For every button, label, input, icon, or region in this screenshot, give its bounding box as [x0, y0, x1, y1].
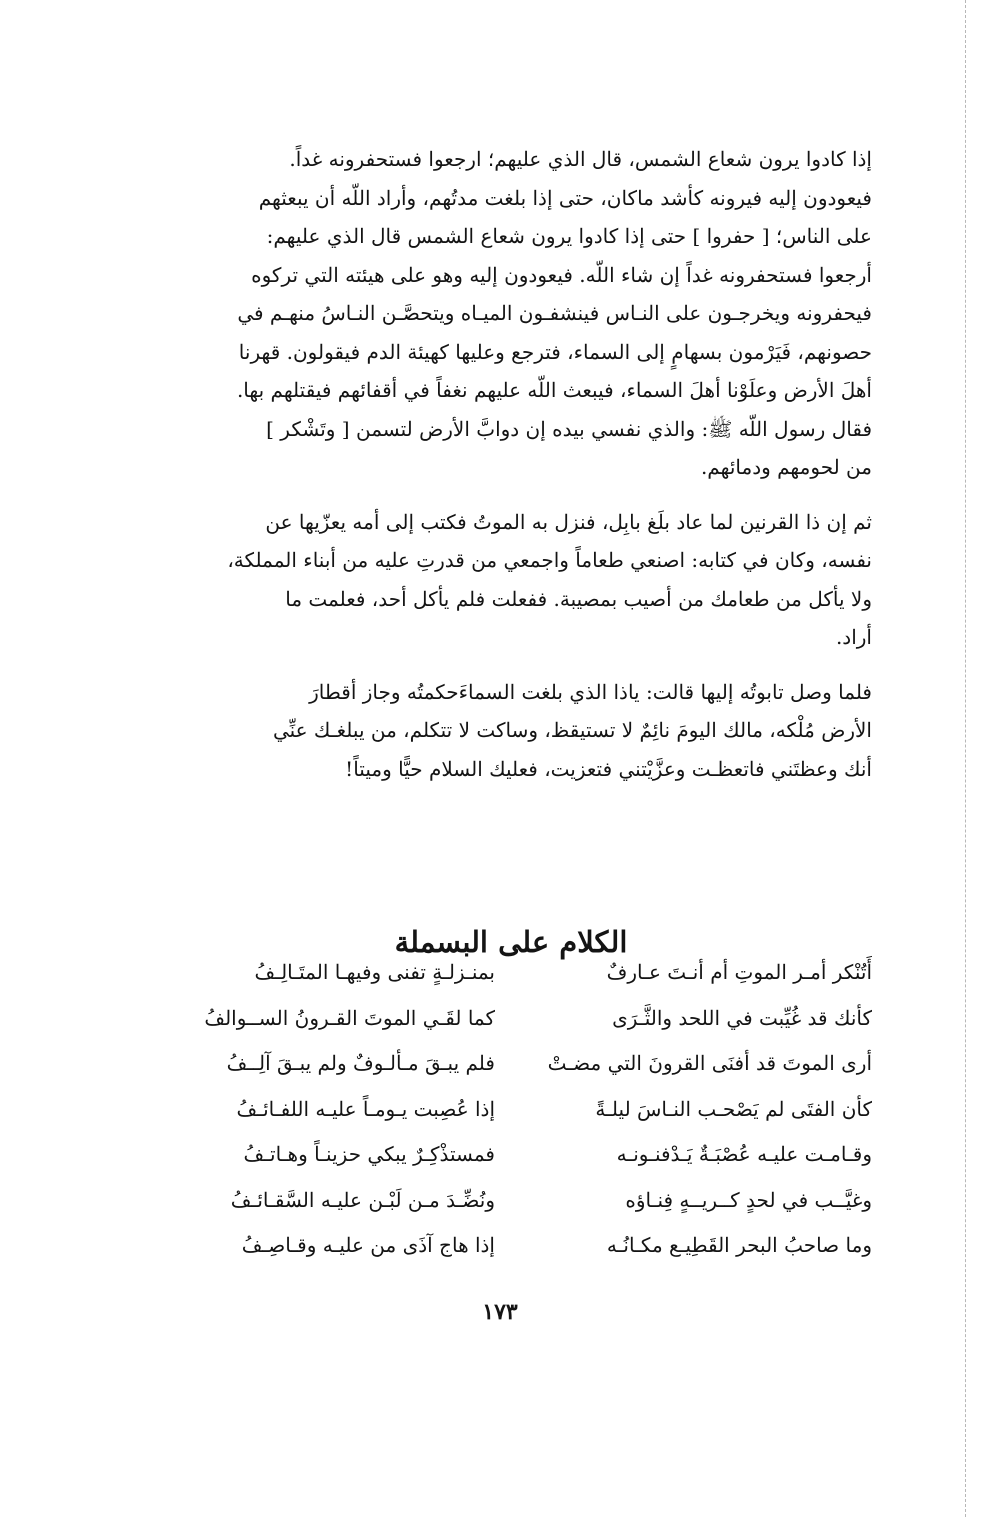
poem-couplet — [150, 1223, 872, 1269]
poem-couplet — [150, 1041, 872, 1087]
text-line: على الناس؛ [ حفروا ] حتى إذا كادوا يرون شعاع الشمس قال الذي عليهم: — [266, 224, 872, 248]
first-hemistich: أَتُنْكر أمـر الموتِ أم أنـتَ عـارفٌ — [606, 960, 872, 984]
paragraph-3 — [150, 673, 872, 789]
poem-couplet — [150, 1087, 872, 1133]
text-line: الأرض مُلْكه، مالك اليومَ نائِمٌ لا تستيقظ، وساكت لا تتكلم، من يبلغـك عنِّي — [272, 718, 872, 742]
paragraph-2 — [150, 503, 872, 657]
first-hemistich: كأنك قد غُيِّبت في اللحد والثَّـرَى — [612, 1005, 872, 1030]
paragraph-1 — [150, 140, 872, 487]
second-hemistich: كما لقَـي الموتَ القـرونُ الســوالفُ — [204, 1005, 495, 1030]
scan-edge-line — [965, 0, 967, 1517]
first-hemistich: وما صاحبُ البحر القَطِيـع مكـانُـه — [606, 1233, 872, 1257]
text-line: إذا كادوا يرون شعاع الشمس، قال الذي عليهم؛ ارجعوا فستحفرونه غداً. — [289, 147, 872, 171]
first-hemistich: وقـامـت عليـه عُصْبَـةٌ يَـدْفنـونـه — [616, 1142, 872, 1166]
text-line: فلما وصل تابوتُه إليها قالت: ياذا الذي بلغت السماءَحكمتُه وجاز أقطارَ — [309, 679, 872, 704]
text-line: نفسه، وكان في كتابه: اصنعي طعاماً واجمعي من قدرتِ عليه من أبناء المملكة، — [227, 548, 872, 572]
first-hemistich: كأن الفتَى لم يَصْحـب النـاسَ ليلـةً — [595, 1096, 872, 1121]
text-line: أهلَ الأرض وعلَوْنا أهلَ السماء، فيبعث اللّه عليهم نغفاً في أقفائهم فيقتلهم بها. — [236, 378, 872, 402]
poem-couplet — [150, 1132, 872, 1178]
page-number: ١٧٣ — [482, 1299, 518, 1325]
second-hemistich: بمنـزلـةٍ تفنى وفيهـا المتَـالِـفُ — [254, 960, 495, 984]
first-hemistich: أرى الموتَ قد أفنَى القرونَ التي مضـتْ — [547, 1051, 872, 1075]
second-hemistich: فلم يبـقَ مـألـوفٌ ولم يبـقَ آلِــفُ — [226, 1051, 495, 1075]
section-heading: الكلام على البسملة — [394, 925, 628, 960]
second-hemistich: إذا هاج آذَى من عليـه وقـاصِـفُ — [241, 1233, 495, 1257]
second-hemistich: ونُضِّـدَ مـن لَبْـن عليـه السَّقـائـفُ — [230, 1187, 495, 1212]
poem-couplet — [150, 996, 872, 1042]
text-line: أنك وعظتَني فاتعظـت وعزَّيْتني فتعزيت، فعليك السلام حيًّا وميتاً! — [345, 756, 872, 781]
first-hemistich: وغيَّــب في لحدٍ كــريــهٍ فِنـاؤه — [625, 1187, 872, 1212]
poem — [150, 950, 872, 1269]
text-line: من لحومهم ودمائهم. — [700, 455, 872, 479]
second-hemistich: فمستذْكِـرٌ يبكي حزينـاً وهـاتـفُ — [243, 1142, 495, 1166]
text-line: ولا يأكل من طعامك من أصيب بمصيبة. ففعلت فلم يأكل أحد، فعلمت ما — [285, 586, 872, 611]
text-line: ثم إن ذا القرنين لما عاد بلَغ بابِل، فنزل به الموتُ فكتب إلى أمه يعزّيها عن — [265, 509, 872, 534]
text-line: أراد. — [835, 625, 872, 649]
poem-couplet — [150, 950, 872, 996]
text-line: فقال رسول اللّه ﷺ: والذي نفسي بيده إن دوابَّ الأرض لتسمن [ وتَشْكر ] — [266, 416, 872, 441]
prose-body — [150, 140, 872, 788]
text-line: أرجعوا فستحفرونه غداً إن شاء اللّه. فيعودون إليه وهو على هيئته التي تركوه — [251, 262, 872, 287]
text-line: حصونهم، فَيَرْمون بسهامٍ إلى السماء، فترجع وعليها كهيئة الدم فيقولون. قهرنا — [238, 339, 872, 364]
poem-couplet — [150, 1178, 872, 1224]
text-line: فيعودون إليه فيرونه كأشد ماكان، حتى إذا بلغت مدتُهم، وأراد اللّه أن يبعثهم — [258, 185, 872, 210]
text-line: فيحفرونه ويخرجـون على النـاس فينشفـون الميـاه ويتحصَّـن النـاسُ منهـم في — [237, 301, 872, 325]
second-hemistich: إذا عُصِبت يـومـاً عليـه اللفـائـفُ — [236, 1096, 495, 1121]
